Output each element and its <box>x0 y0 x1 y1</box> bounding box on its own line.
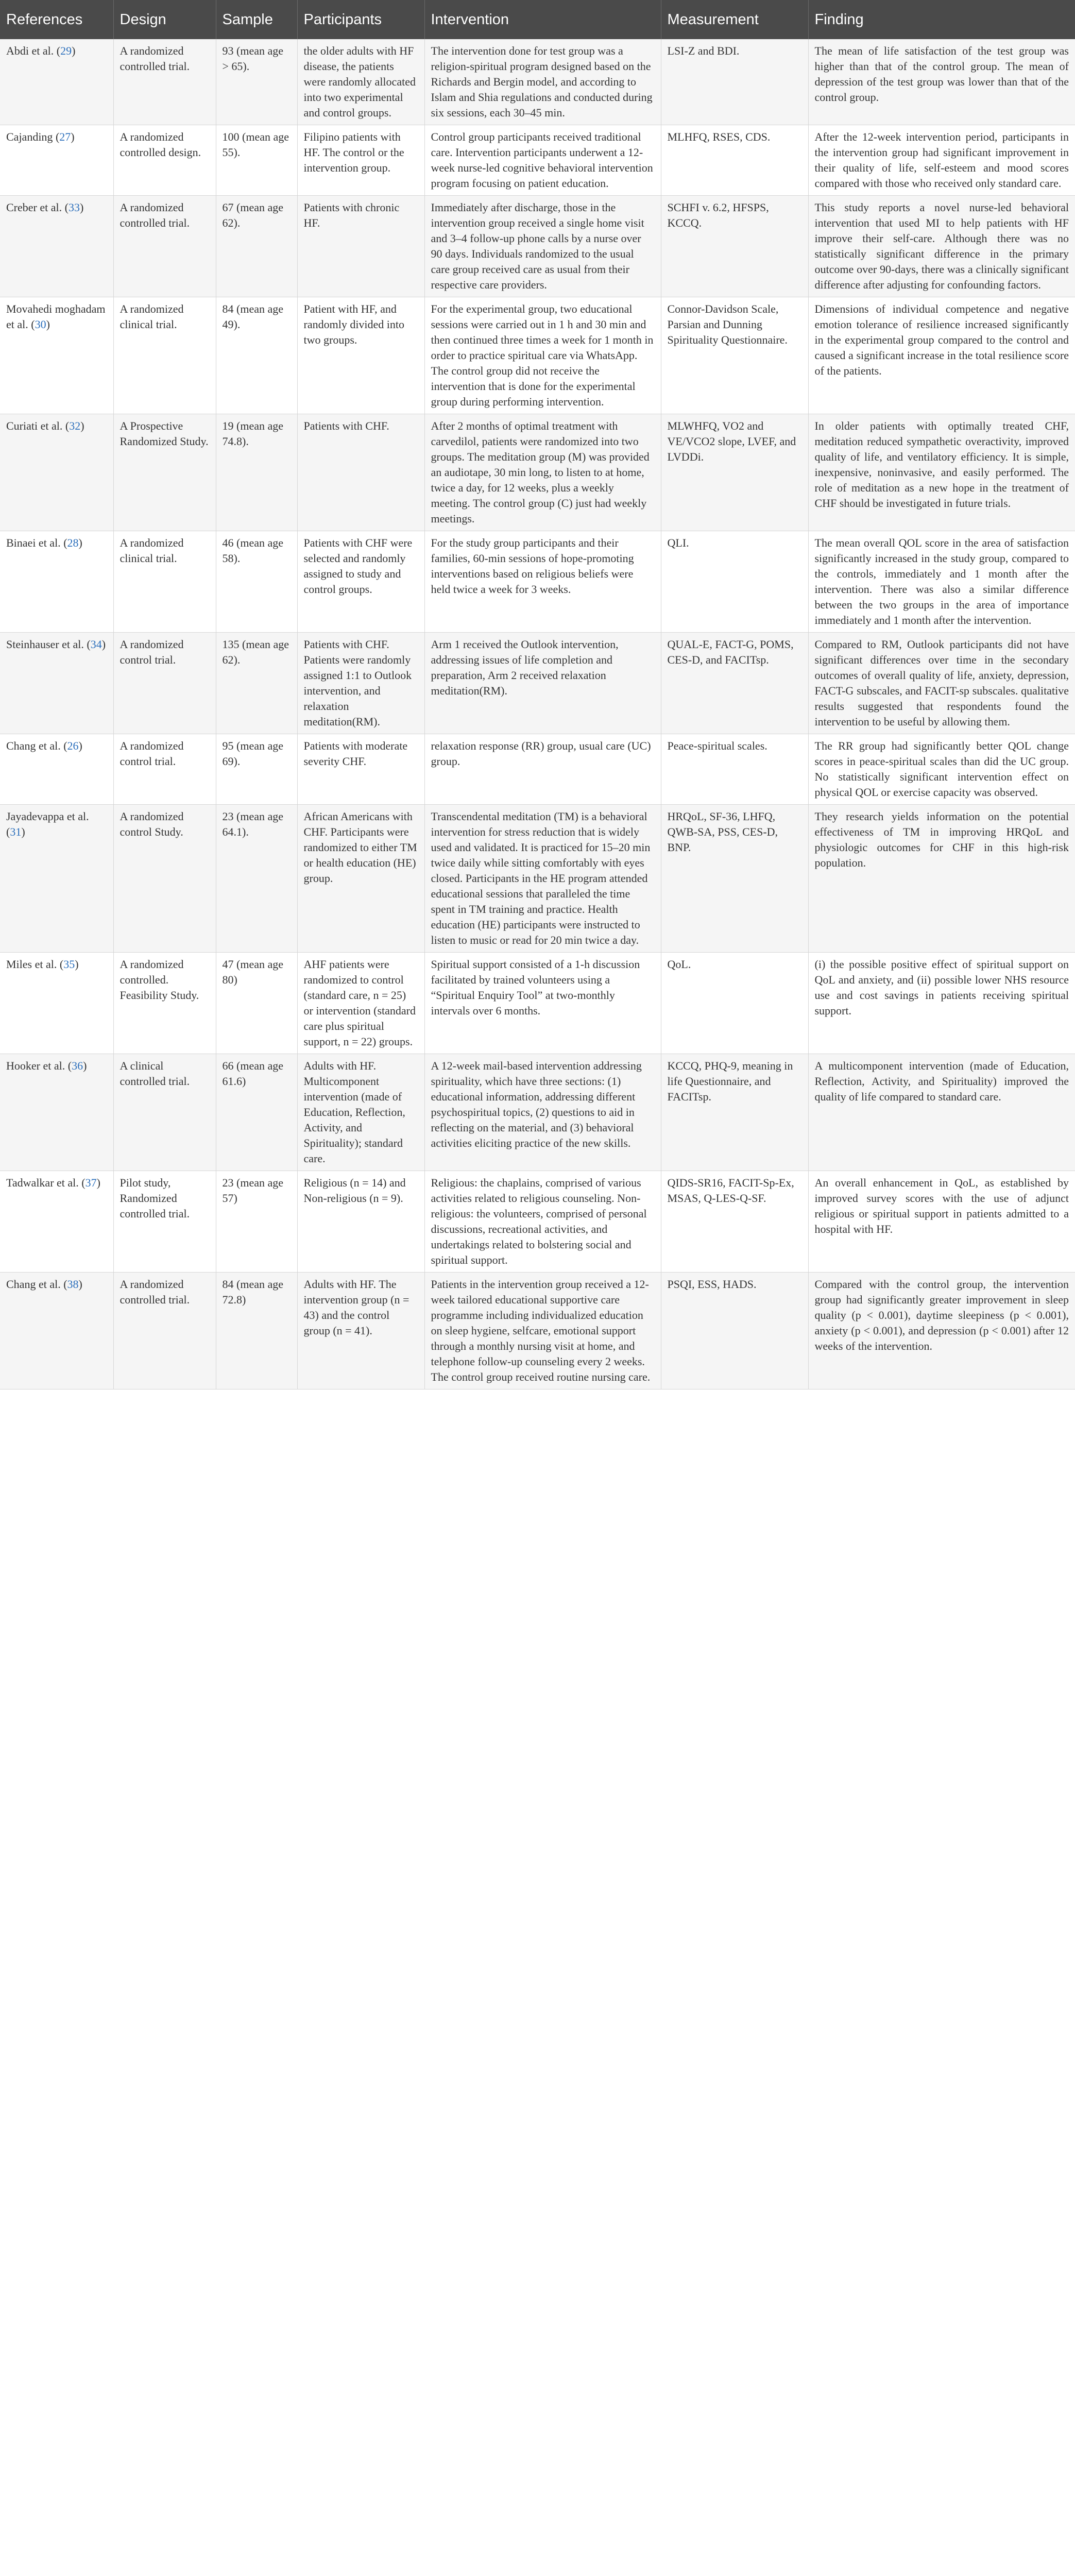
cell-sample: 84 (mean age 72.8) <box>216 1273 297 1389</box>
cell-design: A randomized clinical trial. <box>113 531 216 633</box>
cell-sample: 67 (mean age 62). <box>216 196 297 297</box>
cell-measurement: QLI. <box>661 531 808 633</box>
table-row <box>0 196 1075 297</box>
table-body <box>0 39 1075 1389</box>
reference-name: Steinhauser et al. <box>6 638 84 651</box>
cell-reference: Tadwalkar et al. (37) <box>0 1171 113 1273</box>
reference-link[interactable]: 29 <box>60 44 72 57</box>
cell-intervention: relaxation response (RR) group, usual care (UC) group. <box>424 734 661 805</box>
cell-intervention: Religious: the chaplains, comprised of various activities related to religious counseling. Non-religious: the volunteers, comprised of personal discussions, recreational activities, and undertakings related to bolstering social and spiritual support. <box>424 1171 661 1273</box>
cell-design: A randomized control trial. <box>113 633 216 734</box>
table-row <box>0 297 1075 414</box>
cell-sample: 95 (mean age 69). <box>216 734 297 805</box>
reference-name: Binaei et al. <box>6 536 61 549</box>
cell-reference: Chang et al. (38) <box>0 1273 113 1389</box>
reference-name: Chang et al. <box>6 1278 61 1291</box>
table-row <box>0 414 1075 531</box>
header-intervention: Intervention <box>424 0 661 39</box>
cell-intervention: A 12-week mail-based intervention addressing spirituality, which have three sections: (1) educational information, addressing different psychospiritual topics, (2) questions to aid in reflecting on the material, and (3) behavioral activities eliciting practice of the new skills. <box>424 1054 661 1171</box>
table-row <box>0 39 1075 125</box>
reference-link[interactable]: 33 <box>68 201 80 214</box>
header-finding: Finding <box>808 0 1075 39</box>
reference-link[interactable]: 36 <box>72 1059 83 1072</box>
cell-design: A randomized controlled trial. <box>113 39 216 125</box>
cell-finding: They research yields information on the potential effectiveness of TM in improving HRQoL and physiologic outcomes for CHF in this high-risk population. <box>808 805 1075 953</box>
reference-link[interactable]: 28 <box>67 536 79 549</box>
header-measurement: Measurement <box>661 0 808 39</box>
cell-sample: 66 (mean age 61.6) <box>216 1054 297 1171</box>
cell-intervention: Control group participants received traditional care. Intervention participants underwent a 12-week nurse-led cognitive behavioral intervention program focusing on patient education. <box>424 125 661 196</box>
cell-participants: Patients with chronic HF. <box>297 196 424 297</box>
cell-reference: Steinhauser et al. (34) <box>0 633 113 734</box>
cell-finding: The mean of life satisfaction of the test group was higher than that of the control group. The mean of depression of the test group was lower than that of the control group. <box>808 39 1075 125</box>
cell-intervention: Arm 1 received the Outlook intervention, addressing issues of life completion and preparation, Arm 2 received relaxation meditation(RM). <box>424 633 661 734</box>
reference-link[interactable]: 31 <box>10 825 22 838</box>
cell-finding: After the 12-week intervention period, participants in the intervention group had significant improvement in their quality of life, self-esteem and mood scores compared with those who received only standard care. <box>808 125 1075 196</box>
reference-name: Abdi et al. <box>6 44 54 57</box>
cell-participants: Filipino patients with HF. The control or the intervention group. <box>297 125 424 196</box>
cell-finding: An overall enhancement in QoL, as established by improved survey scores with the use of adjunct religious or spiritual support in patients admitted to a hospital with HF. <box>808 1171 1075 1273</box>
reference-link[interactable]: 27 <box>59 130 71 143</box>
reference-link[interactable]: 35 <box>63 958 75 971</box>
reference-name: Chang et al. <box>6 739 61 752</box>
cell-finding: In older patients with optimally treated CHF, meditation reduced sympathetic overactivity, improved quality of life, and ventilatory efficiency. It is simple, inexpensive, noninvasive, and easily performed. The role of meditation as a new hope in the treatment of CHF should be investigated in future trials. <box>808 414 1075 531</box>
cell-finding: Dimensions of individual competence and negative emotion tolerance of resilience increased significantly in the experimental group compared to the control and caused a significant increase in the total resilience score of the patients. <box>808 297 1075 414</box>
cell-finding: Compared with the control group, the intervention group had significantly greater improvement in sleep quality (p < 0.001), daytime sleepiness (p < 0.001), anxiety (p < 0.001), and depression (p < 0.001) after 12 weeks of the intervention. <box>808 1273 1075 1389</box>
reference-name: Jayadevappa et al. <box>6 810 89 823</box>
cell-sample: 100 (mean age 55). <box>216 125 297 196</box>
cell-design: A randomized controlled. Feasibility Study. <box>113 953 216 1054</box>
cell-finding: Compared to RM, Outlook participants did not have significant differences over time in the secondary outcomes of overall quality of life, anxiety, depression, FACT-G subscales, and FACIT-sp subscales. qualitative results suggested that respondents found the intervention to be useful by allowing them. <box>808 633 1075 734</box>
reference-name: Creber et al. <box>6 201 62 214</box>
cell-sample: 93 (mean age > 65). <box>216 39 297 125</box>
cell-intervention: Immediately after discharge, those in the intervention group received a single home visit and 3–4 follow-up phone calls by a nurse over 90 days. Individuals randomized to the usual care group received care as usual from their respective care providers. <box>424 196 661 297</box>
cell-reference: Miles et al. (35) <box>0 953 113 1054</box>
cell-design: A clinical controlled trial. <box>113 1054 216 1171</box>
cell-reference: Creber et al. (33) <box>0 196 113 297</box>
table-row <box>0 1273 1075 1389</box>
header-row <box>0 0 1075 39</box>
cell-sample: 23 (mean age 57) <box>216 1171 297 1273</box>
reference-link[interactable]: 30 <box>35 318 46 331</box>
cell-intervention: For the experimental group, two educational sessions were carried out in 1 h and 30 min and then continued three times a week for 1 month in order to practice spiritual care via WhatsApp. The control group did not receive the intervention that is done for the experimental group during performing intervention. <box>424 297 661 414</box>
reference-name: Cajanding <box>6 130 53 143</box>
cell-reference: Curiati et al. (32) <box>0 414 113 531</box>
cell-intervention: Patients in the intervention group received a 12-week tailored educational supportive care programme including individualized education on sleep hygiene, selfcare, emotional support through a monthly nursing visit at home, and telephone follow-up counseling every 2 weeks. The control group received routine nursing care. <box>424 1273 661 1389</box>
reference-link[interactable]: 34 <box>90 638 102 651</box>
cell-sample: 47 (mean age 80) <box>216 953 297 1054</box>
cell-intervention: Spiritual support consisted of a 1-h discussion facilitated by trained volunteers using a “Spiritual Enquiry Tool” at two-monthly intervals over 6 months. <box>424 953 661 1054</box>
cell-participants: African Americans with CHF. Participants were randomized to either TM or health education (HE) group. <box>297 805 424 953</box>
cell-design: A randomized controlled design. <box>113 125 216 196</box>
cell-reference: Binaei et al. (28) <box>0 531 113 633</box>
cell-measurement: PSQI, ESS, HADS. <box>661 1273 808 1389</box>
cell-intervention: Transcendental meditation (TM) is a behavioral intervention for stress reduction that is widely used and validated. It is practiced for 15–20 min twice daily while sitting comfortably with eyes closed. Participants in the HE program attended educational sessions that paralleled the time spent in TM training and practice. Health education (HE) participants were instructed to listen to music or read for 20 min twice a day. <box>424 805 661 953</box>
table-row <box>0 734 1075 805</box>
cell-design: Pilot study, Randomized controlled trial. <box>113 1171 216 1273</box>
reference-link[interactable]: 26 <box>67 739 79 752</box>
cell-measurement: MLWHFQ, VO2 and VE/VCO2 slope, LVEF, and LVDDi. <box>661 414 808 531</box>
reference-name: Miles et al. <box>6 958 57 971</box>
cell-design: A randomized controlled trial. <box>113 196 216 297</box>
cell-sample: 46 (mean age 58). <box>216 531 297 633</box>
cell-design: A randomized control Study. <box>113 805 216 953</box>
reference-name: Movahedi moghadam et al. <box>6 302 106 331</box>
cell-measurement: Peace-spiritual scales. <box>661 734 808 805</box>
cell-finding: The RR group had significantly better QOL change scores in peace-spiritual scales than did the UC group. No statistically significant intervention effect on physical QOL or exercise capacity was observed. <box>808 734 1075 805</box>
cell-measurement: HRQoL, SF-36, LHFQ, QWB-SA, PSS, CES-D, BNP. <box>661 805 808 953</box>
cell-measurement: QIDS-SR16, FACIT-Sp-Ex, MSAS, Q-LES-Q-SF. <box>661 1171 808 1273</box>
cell-reference: Movahedi moghadam et al. (30) <box>0 297 113 414</box>
cell-design: A randomized clinical trial. <box>113 297 216 414</box>
cell-finding: The mean overall QOL score in the area of satisfaction significantly increased in the study group, compared to the controls, immediately and 1 month after the intervention. There was also a similar difference between the two groups in the area of importance immediately and 1 month after the intervention. <box>808 531 1075 633</box>
reference-link[interactable]: 37 <box>85 1176 97 1189</box>
cell-reference: Abdi et al. (29) <box>0 39 113 125</box>
table-row <box>0 125 1075 196</box>
cell-participants: Patients with moderate severity CHF. <box>297 734 424 805</box>
reference-name: Hooker et al. <box>6 1059 65 1072</box>
cell-design: A Prospective Randomized Study. <box>113 414 216 531</box>
cell-participants: Religious (n = 14) and Non-religious (n = 9). <box>297 1171 424 1273</box>
cell-measurement: KCCQ, PHQ-9, meaning in life Questionnaire, and FACITsp. <box>661 1054 808 1171</box>
cell-finding: A multicomponent intervention (made of Education, Reflection, Activity, and Spirituality) improved the quality of life compared to standard care. <box>808 1054 1075 1171</box>
table-row <box>0 805 1075 953</box>
header-design: Design <box>113 0 216 39</box>
table-row <box>0 953 1075 1054</box>
cell-participants: AHF patients were randomized to control (standard care, n = 25) or intervention (standard care plus spiritual support, n = 22) groups. <box>297 953 424 1054</box>
header-participants: Participants <box>297 0 424 39</box>
table-row <box>0 531 1075 633</box>
table-row <box>0 1171 1075 1273</box>
cell-measurement: QoL. <box>661 953 808 1054</box>
cell-measurement: MLHFQ, RSES, CDS. <box>661 125 808 196</box>
cell-measurement: QUAL-E, FACT-G, POMS, CES-D, and FACITsp. <box>661 633 808 734</box>
cell-sample: 135 (mean age 62). <box>216 633 297 734</box>
header-references: References <box>0 0 113 39</box>
cell-design: A randomized control trial. <box>113 734 216 805</box>
cell-finding: This study reports a novel nurse-led behavioral intervention that used MI to help patients with HF improve their self-care. Although there was no statistically significant difference in the primary outcome over 90-days, there was a clinically significant difference after adjusting for confounding factors. <box>808 196 1075 297</box>
cell-participants: Patients with CHF. Patients were randomly assigned 1:1 to Outlook intervention, and relaxation meditation(RM). <box>297 633 424 734</box>
cell-participants: the older adults with HF disease, the patients were randomly allocated into two experimental and control groups. <box>297 39 424 125</box>
cell-sample: 84 (mean age 49). <box>216 297 297 414</box>
table-row <box>0 633 1075 734</box>
cell-intervention: After 2 months of optimal treatment with carvedilol, patients were randomized into two groups. The meditation group (M) was provided an audiotape, 30 min long, to listen to at home, twice a day, for 12 weeks, plus a weekly meeting. The control group (C) just had weekly meetings. <box>424 414 661 531</box>
cell-sample: 19 (mean age 74.8). <box>216 414 297 531</box>
reference-name: Curiati et al. <box>6 419 63 432</box>
reference-name: Tadwalkar et al. <box>6 1176 79 1189</box>
cell-participants: Adults with HF. Multicomponent intervention (made of Education, Reflection, Activity, and Spirituality); standard care. <box>297 1054 424 1171</box>
cell-measurement: SCHFI v. 6.2, HFSPS, KCCQ. <box>661 196 808 297</box>
cell-reference: Jayadevappa et al. (31) <box>0 805 113 953</box>
cell-sample: 23 (mean age 64.1). <box>216 805 297 953</box>
cell-participants: Patient with HF, and randomly divided into two groups. <box>297 297 424 414</box>
cell-intervention: For the study group participants and their families, 60-min sessions of hope-promoting interventions based on religious beliefs were held twice a week for 3 weeks. <box>424 531 661 633</box>
cell-measurement: LSI-Z and BDI. <box>661 39 808 125</box>
cell-participants: Patients with CHF. <box>297 414 424 531</box>
cell-reference: Cajanding (27) <box>0 125 113 196</box>
cell-measurement: Connor-Davidson Scale, Parsian and Dunning Spirituality Questionnaire. <box>661 297 808 414</box>
cell-participants: Patients with CHF were selected and randomly assigned to study and control groups. <box>297 531 424 633</box>
reference-link[interactable]: 32 <box>69 419 81 432</box>
cell-intervention: The intervention done for test group was a religion-spiritual program designed based on the Richards and Bergin model, and according to Islam and Shia regulations and conducted during six sessions, each 30–45 min. <box>424 39 661 125</box>
reference-link[interactable]: 38 <box>67 1278 79 1291</box>
cell-design: A randomized controlled trial. <box>113 1273 216 1389</box>
cell-participants: Adults with HF. The intervention group (n = 43) and the control group (n = 41). <box>297 1273 424 1389</box>
cell-reference: Chang et al. (26) <box>0 734 113 805</box>
cell-reference: Hooker et al. (36) <box>0 1054 113 1171</box>
cell-finding: (i) the possible positive effect of spiritual support on QoL and anxiety, and (ii) possible lower NHS resource use and cost savings in patients receiving spiritual support. <box>808 953 1075 1054</box>
header-sample: Sample <box>216 0 297 39</box>
table-row <box>0 1054 1075 1171</box>
table-header <box>0 0 1075 39</box>
